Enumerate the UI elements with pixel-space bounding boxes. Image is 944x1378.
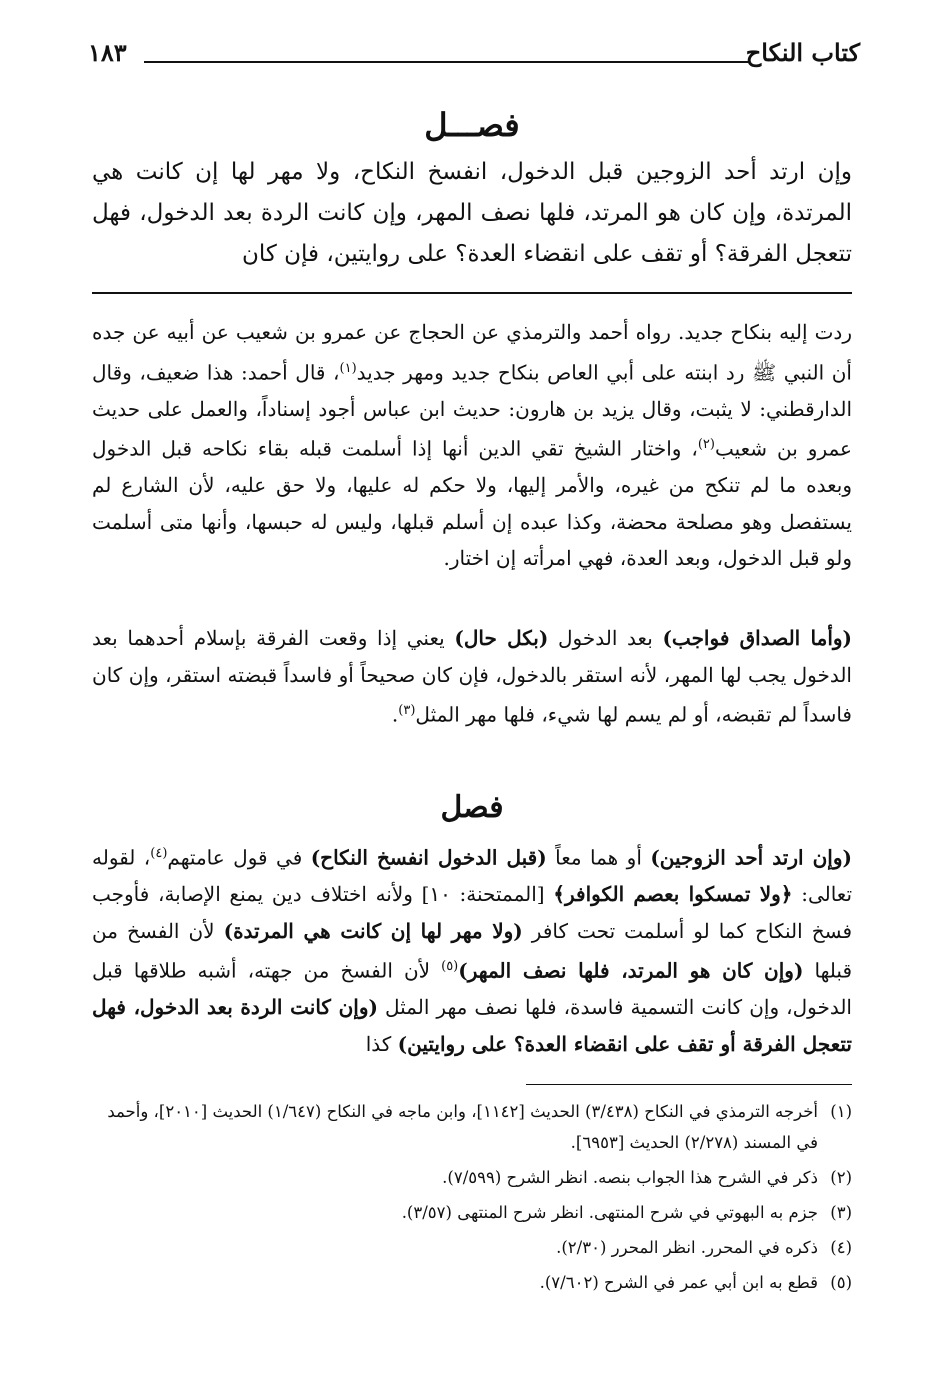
footnotes [92, 1096, 852, 1302]
chapter-title: كتاب النكاح [745, 38, 860, 67]
quran-verse: ﴿ولا تمسكوا بعصم الكوافر﴾ [553, 882, 793, 907]
commentary-text: . [391, 702, 399, 727]
quoted-matn: (بكل حال) [454, 626, 549, 650]
commentary-text: ، لقوله تعالى: [92, 845, 853, 907]
page-number: ١٨٣ [88, 38, 127, 67]
quoted-matn: (وإن كانت الردة بعد الدخول، فهل تتعجل الفرقة أو تقف على انقضاء العدة؟ على روايتين) [92, 995, 852, 1056]
footnote-text: قطع به ابن أبي عمر في الشرح (٧/٦٠٢). [539, 1273, 818, 1292]
quoted-matn: (وإن كان هو المرتد، فلها نصف المهر) [458, 958, 804, 983]
commentary-text: لأن الفسخ من قبلها [92, 918, 852, 983]
footnote-ref: (٢) [697, 437, 715, 453]
footnote-ref: (٤) [150, 846, 168, 861]
commentary-text: يعني إذا وقعت الفرقة بإسلام أحدهما بعد الدخول يجب لها المهر، لأنه استقر بالدخول، فإن كان صحيحاً أو فاسداً قبضته استقر، وإن كان فاسداً لم تقبضه، أو لم يسم لها شيء، فلها مهر المثل [92, 626, 852, 727]
commentary-text: كذا [365, 1031, 398, 1056]
footnote-text: ذكره في المحرر. انظر المحرر (٢/٣٠). [556, 1238, 818, 1257]
footnote-ref: (٣) [398, 703, 416, 718]
commentary-text: في قول عامتهم [167, 845, 311, 870]
commentary-text: ردت إليه بنكاح جديد. رواه أحمد والترمذي عن الحجاج عن عمرو بن شعيب عن أبيه عن جده أن النبي ﷺ رد ابنته على أبي العاص بنكاح جديد ومهر جديد [92, 320, 852, 385]
footnote-number: (٥) [830, 1273, 852, 1292]
quoted-matn: (ولا مهر لها إن كانت هي المرتدة) [223, 918, 523, 943]
commentary-paragraph-3 [92, 836, 852, 1062]
matn-paragraph: وإن ارتد أحد الزوجين قبل الدخول، انفسخ النكاح، ولا مهر لها إن كانت هي المرتدة، وإن كان هو المرتد، فلها نصف المهر، وإن كانت الردة بعد الدخول، فهل تتعجل الفرقة؟ أو تقف على انقضاء العدة؟ على روايتين، فإن كان [92, 159, 852, 267]
footnote-text: ذكر في الشرح هذا الجواب بنصه. انظر الشرح (٧/٥٩٩). [442, 1168, 818, 1187]
footnote-number: (٣) [830, 1203, 852, 1222]
footnote-ref: (١) [339, 360, 357, 376]
footnote [92, 1267, 852, 1298]
section-heading-2: فصل [440, 790, 504, 825]
footnote-divider [526, 1084, 852, 1085]
header-rule [144, 61, 750, 63]
commentary-paragraph-1 [92, 314, 852, 577]
commentary-text: بعد الدخول [548, 626, 663, 650]
footnote [92, 1162, 852, 1193]
commentary-text: أو هما معاً [546, 845, 651, 870]
commentary-text: ، قال أحمد: هذا ضعيف، وقال الدارقطني: لا يثبت، وقال يزيد بن هارون: حديث ابن عباس أجود إسناداً، والعمل على حديث عمرو بن شعيب [92, 360, 852, 461]
footnote-number: (٤) [830, 1238, 852, 1257]
commentary-text: [الممتحنة: ١٠] ولأنه اختلاف دين يمنع الإصابة، فأوجب فسخ النكاح كما لو أسلمت تحت كافر [92, 882, 853, 943]
footnote [92, 1096, 852, 1158]
quoted-matn: (وإن ارتد أحد الزوجين) [650, 845, 852, 870]
running-header [88, 38, 860, 74]
footnote-number: (١) [830, 1102, 852, 1121]
quoted-matn: (قبل الدخول انفسخ النكاح) [310, 845, 547, 870]
commentary-text: لأن الفسخ من جهته، أشبه طلاقها قبل الدخول، وإن كانت التسمية فاسدة، فلها نصف مهر المثل [92, 958, 852, 1020]
footnote [92, 1197, 852, 1228]
footnote-ref: (٥) [441, 959, 459, 975]
footnote-text: أخرجه الترمذي في النكاح (٣/٤٣٨) الحديث [١١٤٢]، وابن ماجه في النكاح (١/٦٤٧) الحديث [٢٠١٠]، وأحمد في المسند (٢/٢٧٨) الحديث [٦٩٥٣]. [107, 1102, 818, 1152]
section-heading-1: فصـــل [424, 106, 520, 144]
quoted-matn: (وأما الصداق فواجب) [662, 626, 853, 650]
commentary-paragraph-2 [92, 620, 852, 733]
matn-divider [92, 292, 852, 294]
footnote-number: (٢) [830, 1168, 852, 1187]
footnote-text: جزم به البهوتي في شرح المنتهى. انظر شرح المنتهى (٣/٥٧). [401, 1203, 818, 1222]
commentary-text: ، واختار الشيخ تقي الدين أنها إذا أسلمت قبله بقاء نكاحه قبل الدخول وبعده ما لم تنكح من غيره، والأمر إليها، ولا حكم له عليها، ولا حق عليه، لأن الشارع لم يستفصل وهو مصلحة محضة، وكذا عبده إن أسلم قبلها، وليس له حبسها، وأنها متى أسلمت ولو قبل الدخول، وبعد العدة، فهي امرأته إن اختار. [92, 436, 852, 571]
footnote [92, 1232, 852, 1263]
